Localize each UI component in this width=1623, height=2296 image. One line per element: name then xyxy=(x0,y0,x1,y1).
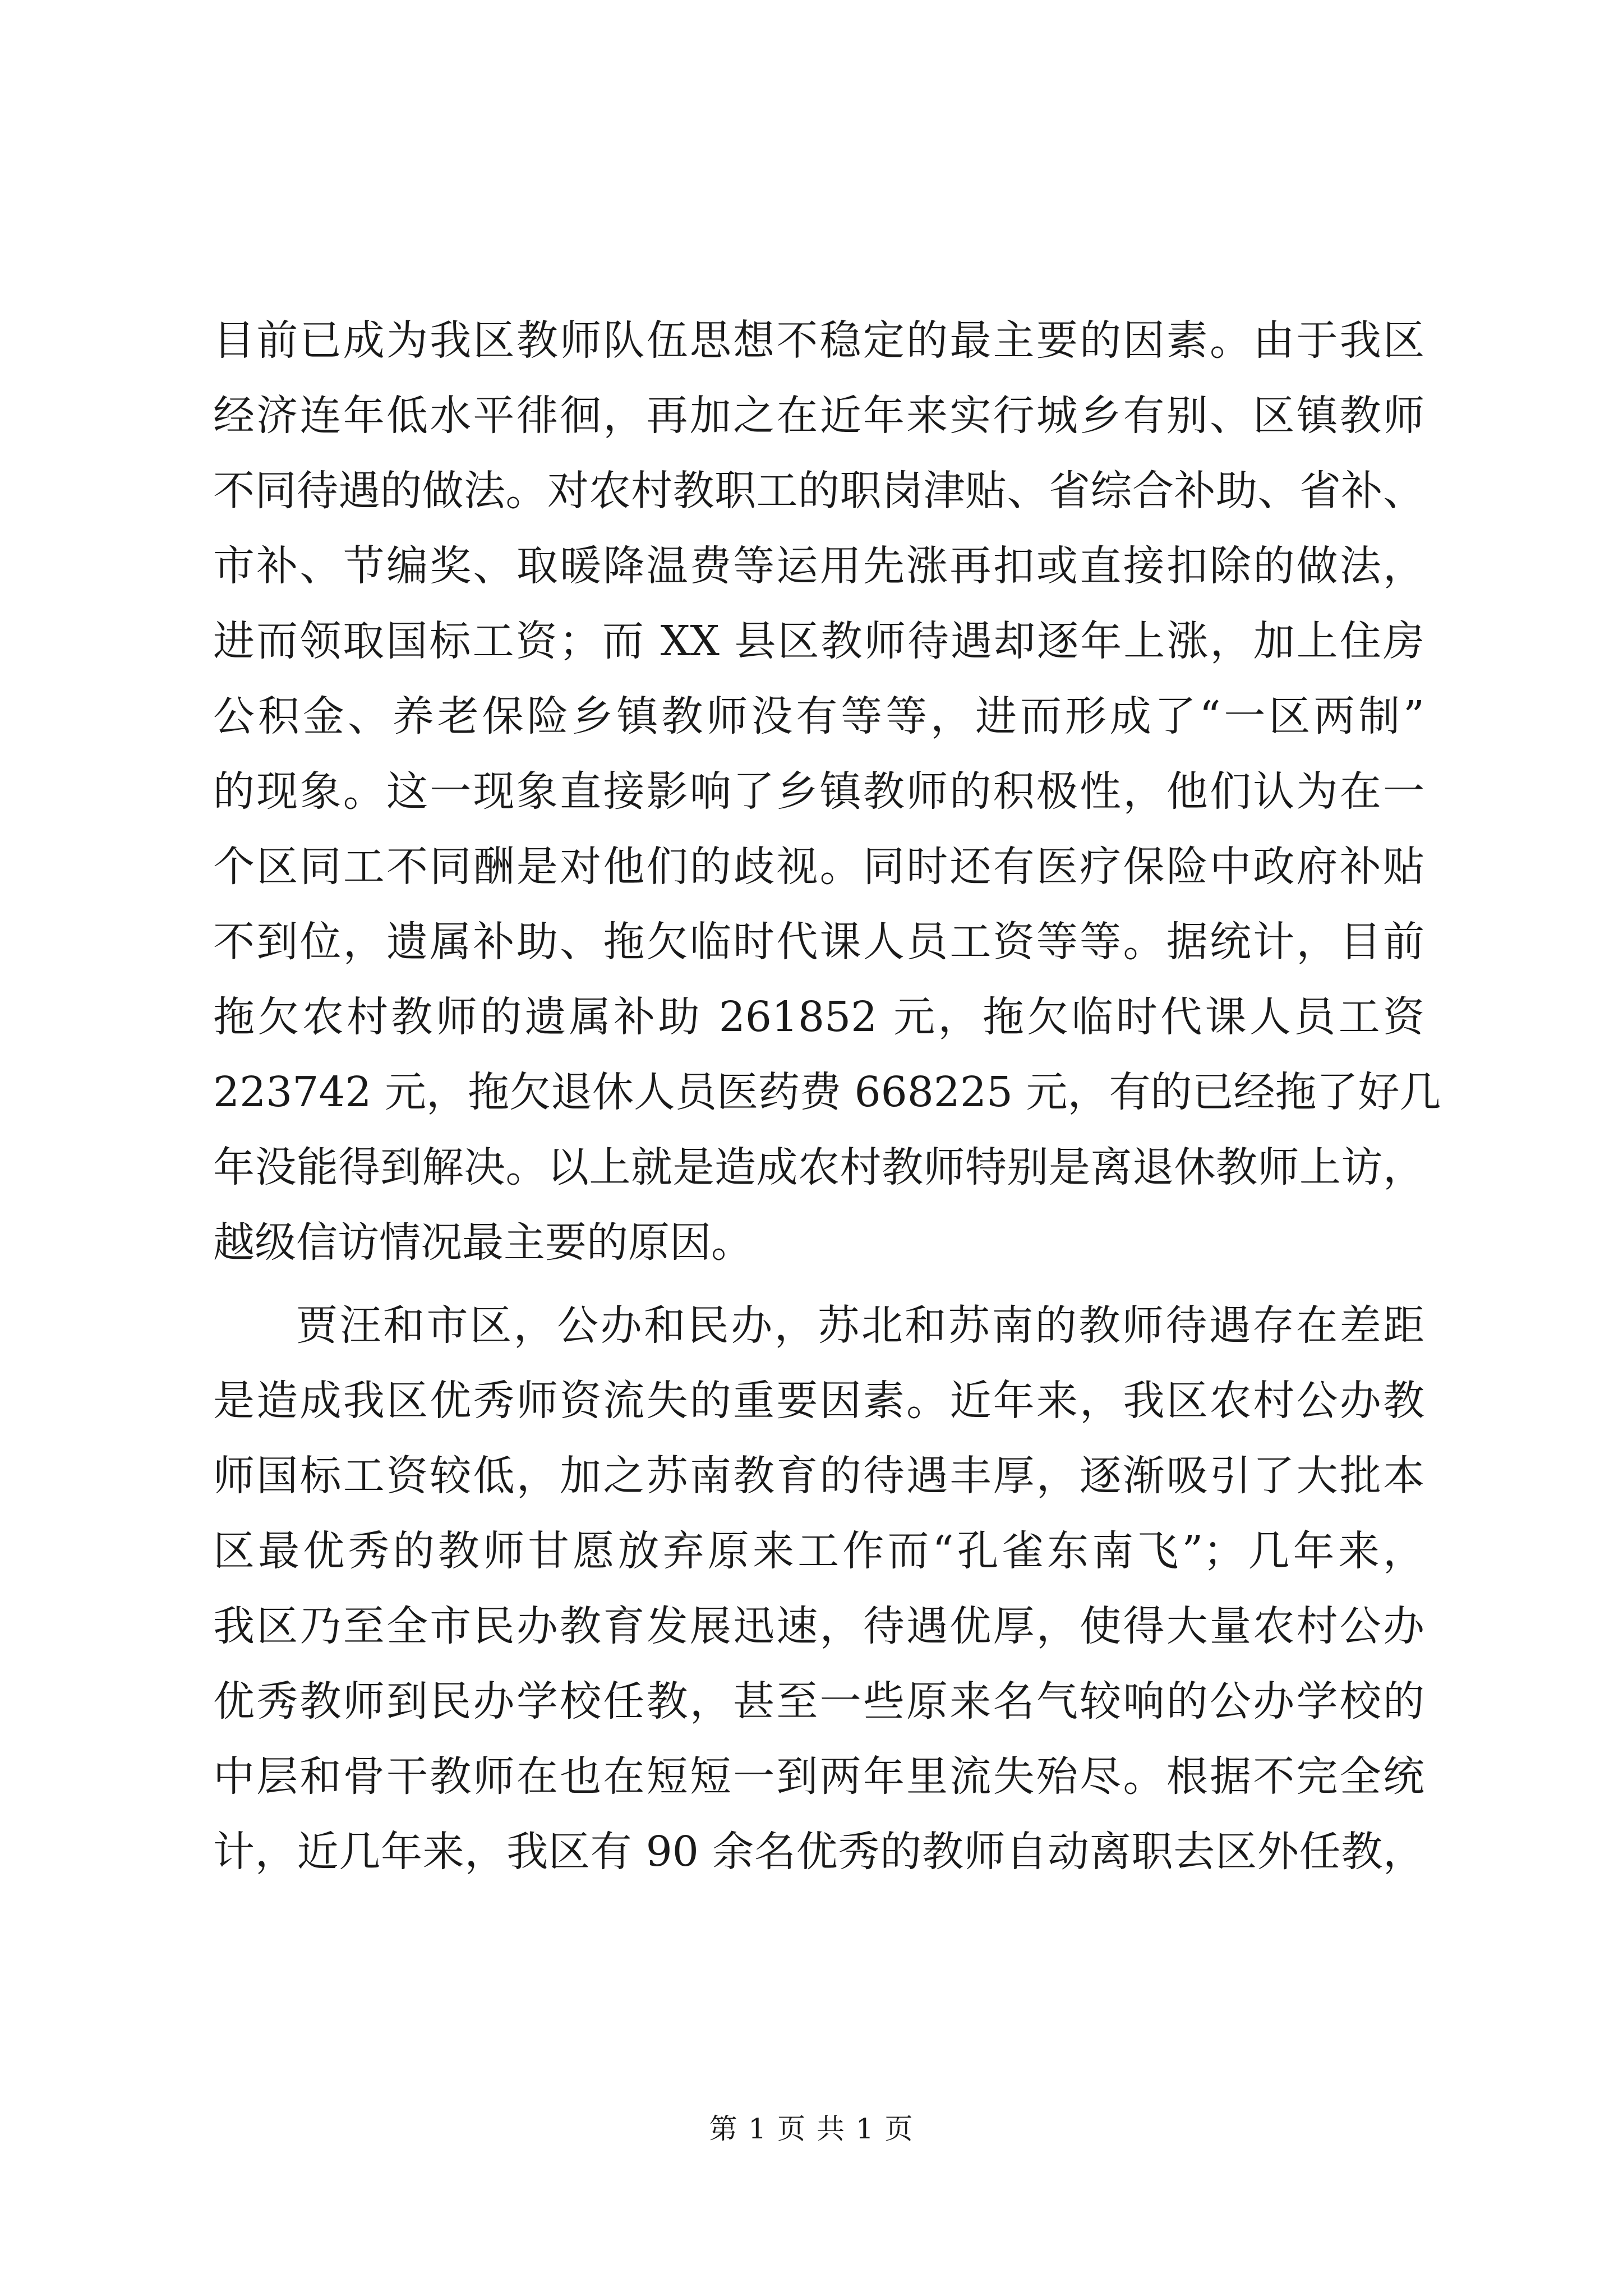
text-line: 不到位，遗属补助、拖欠临时代课人员工资等等。据统计，目前 xyxy=(213,918,1424,966)
text-line: 公积金、养老保险乡镇教师没有等等，进而形成了“一区两制” xyxy=(213,692,1424,740)
page-footer: 第 1 页 共 1 页 xyxy=(709,2113,914,2145)
text-line: 贾汪和市区，公办和民办，苏北和苏南的教师待遇存在差距 xyxy=(296,1301,1424,1350)
text-line: 目前已成为我区教师队伍思想不稳定的最主要的因素。由于我区 xyxy=(213,316,1424,365)
text-line: 个区同工不同酬是对他们的歧视。同时还有医疗保险中政府补贴 xyxy=(213,843,1424,891)
text-line: 不同待遇的做法。对农村教职工的职岗津贴、省综合补助、省补、 xyxy=(213,467,1424,515)
text-line: 的现象。这一现象直接影响了乡镇教师的积极性，他们认为在一 xyxy=(213,767,1424,816)
text-line: 拖欠农村教师的遗属补助 261852 元，拖欠临时代课人员工资 xyxy=(213,993,1424,1041)
text-line: 223742 元，拖欠退休人员医药费 668225 元，有的已经拖了好几 xyxy=(213,1068,1441,1116)
text-line: 年没能得到解决。以上就是造成农村教师特别是离退休教师上访， xyxy=(213,1143,1424,1191)
text-line: 师国标工资较低，加之苏南教育的待遇丰厚，逐渐吸引了大批本 xyxy=(213,1452,1424,1500)
text-line: 计，近几年来，我区有 90 余名优秀的教师自动离职去区外任教， xyxy=(213,1828,1424,1876)
text-line: 是造成我区优秀师资流失的重要因素。近年来，我区农村公办教 xyxy=(213,1377,1424,1425)
text-line: 中层和骨干教师在也在短短一到两年里流失殆尽。根据不完全统 xyxy=(213,1752,1424,1801)
text-line: 区最优秀的教师甘愿放弃原来工作而“孔雀东南飞”；几年来， xyxy=(213,1527,1424,1575)
text-line: 市补、节编奖、取暖降温费等运用先涨再扣或直接扣除的做法， xyxy=(213,542,1424,590)
text-line: 越级信访情况最主要的原因。 xyxy=(213,1218,753,1267)
text-line: 优秀教师到民办学校任教，甚至一些原来名气较响的公办学校的 xyxy=(213,1677,1424,1726)
text-line: 我区乃至全市民办教育发展迅速，待遇优厚，使得大量农村公办 xyxy=(213,1602,1424,1650)
body-text xyxy=(213,303,1441,1889)
text-line: 经济连年低水平徘徊，再加之在近年来实行城乡有别、区镇教师 xyxy=(213,392,1424,440)
text-line: 进而领取国标工资；而 XX 县区教师待遇却逐年上涨，加上住房 xyxy=(213,617,1424,665)
